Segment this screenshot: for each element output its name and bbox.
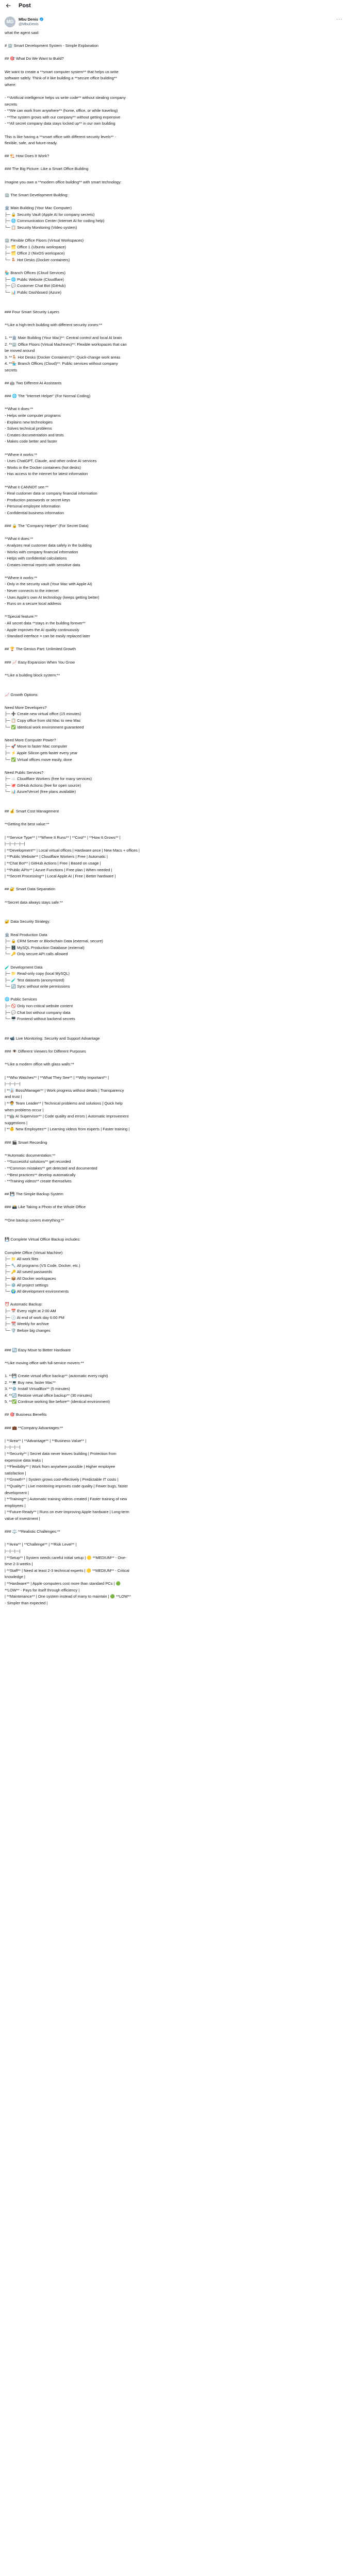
blank-line [5,802,343,809]
post-line: - **Successful solutions** get recorded [5,1159,71,1164]
post-line: | **Setup** | System needs careful initial setup | 🟡 **MEDIUM** - One- [5,1555,127,1560]
post-line: - **The system grows with our company** without getting expensive [5,114,121,120]
post-line: |---|---|---| [5,1548,21,1553]
post-line: |---|---|---| [5,1081,21,1087]
blank-line [5,640,343,647]
blank-line [5,1295,343,1302]
blank-line [5,958,343,964]
post-line: satisfaction | [5,1470,26,1476]
post-line: knowledge | [5,1574,25,1580]
post-line: 4. **🏪 Branch Offices (Cloud)**: Public services without company [5,361,118,366]
post-line: - Personal employee information [5,504,60,509]
post-line: **Getting the best value:** [5,822,49,827]
blank-line [5,906,343,912]
post-line: ### 👁️ Different Viewers for Different Purposes [5,1049,86,1054]
post-line: | **Public Website** | Cloudflare Workers | Free | Automatic | [5,854,108,859]
post-line: Need More Computer Power? [5,737,56,742]
post-line: ## 💰 Smart Cost Management [5,809,59,814]
post-line: - Analyzes real customer data safely in the building [5,543,92,548]
post-line: - Simpler than expected | [5,1600,48,1605]
blank-line [5,1224,343,1230]
blank-line [5,607,343,614]
post-line: | **Public APIs** | Azure Functions | Free plan | When needed | [5,867,112,872]
post-line: ├─ 📁 All work files [5,1257,39,1262]
post-line: - Runs on a secure local address [5,601,61,606]
post-line: **What it CANNOT see:** [5,484,48,489]
post-line: secrets [5,101,18,107]
post-line: ├─ 🔒 Security Vault (Apple AI for company secrets) [5,212,95,217]
post-line: | **Hardware** | Apple computers cost more than standard PCs | 🟢 [5,1581,121,1586]
top-bar [0,0,348,11]
post-line: 1. **🏛️ Main Building (Your Mac)**: Central control and local AI brain [5,335,122,340]
post-line: ### 🔄 Easy Move to Better Hardware [5,1347,71,1352]
blank-line [5,828,343,835]
post-line: |---|---|---|---| [5,841,25,846]
blank-line [5,1243,343,1250]
post-line: **Special feature:** [5,614,38,619]
blank-line [5,1405,343,1412]
post-line: └─ 📋 Security Monitoring (Video system) [5,225,77,230]
post-line: **One backup covers everything:** [5,1217,64,1223]
blank-line [5,37,343,43]
blank-line [5,1198,343,1205]
post-line: | **Area** | **Advantage** | **Business Value** | [5,1438,87,1443]
post-line: - Makes code better and faster [5,439,57,444]
blank-line [5,198,343,205]
blank-line [5,925,343,932]
post-line: time 2-3 weeks | [5,1562,33,1567]
post-line: ### 🔒 The "Company Helper" (For Secret Data) [5,523,89,529]
blank-line [5,698,343,705]
post-line: ├─ 🔧 All programs (VS Code, Docker, etc.) [5,1263,80,1268]
post-line: ### Four Smart Security Layers [5,309,59,314]
blank-line [5,88,343,95]
post-line: - **Training videos** create themselves [5,1179,72,1184]
post-line: ├─ 📋 Copy office from old Mac to new Mac [5,718,81,723]
post-line: └─ ✅ Virtual offices move easily, done [5,757,72,762]
post-line: | **Flexibility** | Work from anywhere possible | Higher employee [5,1464,115,1469]
post-line: | **Growth** | System grows cost-effectively | Predictable IT costs | [5,1477,119,1482]
post-line: 2. **💻 Buy new, faster Mac** [5,1380,56,1385]
post-line: 3. **⚙️ Install VirtualBox** (5 minutes) [5,1386,70,1392]
blank-line [5,731,343,737]
post-line: - Works in the Docker containers (hot desks) [5,465,81,470]
blank-line [5,173,343,179]
blank-line [5,1334,343,1341]
post-line: | **Security** | Secret data never leaves building | Protection from [5,1451,117,1456]
blank-line [5,990,343,997]
post-line: | **🧑‍💼 Team Leader** | Technical problems and solutions | Quick help [5,1100,123,1106]
post-line: | **Area** | **Challenge** | **Risk Level** | [5,1542,77,1547]
post-line: **Secret data always stays safe:** [5,900,63,905]
post-line: 🏢 Flexible Office Floors (Virtual Workspaces) [5,238,84,243]
post-line: - Apple improves the AI quality continuously [5,627,79,632]
post-line: - Creates internal reports with sensitive data [5,562,80,567]
blank-line [5,679,343,685]
post-line: **What it does:** [5,536,34,541]
post-line: **Where it works:** [5,452,38,457]
post-line: | **👶 New Employees** | Learning videos from experts | Faster training | [5,1127,130,1132]
post-line: and trust | [5,1094,22,1099]
post-line: ## 🔐 Smart Data Separation [5,887,56,892]
post-line: ## 🎯 What Do We Want to Build? [5,56,64,61]
blank-line [5,666,343,672]
post-line: - Creates documentation and tests [5,432,64,437]
blank-line [5,1042,343,1049]
post-line: ## 🏆 The Genius Part: Unlimited Growth [5,647,76,652]
blank-line [5,127,343,134]
author-display-name[interactable]: Mbu Denis [19,16,38,22]
post-line: when problems occur | [5,1107,44,1112]
post-line: ### 📸 Like Taking a Photo of the Whole Office [5,1205,86,1210]
post-line: Imagine you own a **modern office building** with smart technology: [5,179,122,184]
post-line: ├─ 🌐 Communication Center (Internet AI for coding help) [5,218,105,224]
post-line: | **🤖 AI Supervisor** | Code quality and errors | Automatic improvement [5,1114,129,1119]
arrow-left-icon[interactable] [5,2,12,9]
author-handle[interactable]: @MbuDenis [19,22,39,26]
post-line: expensive data leaks | [5,1458,43,1463]
post-line: | **Staff** | Need at least 2-3 technical experts | 🟡 **MEDIUM** - Critical [5,1568,129,1573]
blank-line [5,185,343,192]
post-line: 🏪 Branch Offices (Cloud Services) [5,270,65,275]
blank-line [5,568,343,575]
post-line: secrets [5,367,18,372]
post-line: ├─ 🗄️ MySQL Production Database (external) [5,945,85,950]
post-line: - Only in the security vault (Your Mac with Apple AI) [5,582,92,587]
post-line: | **Training** | Automatic training videos created | Faster training of new [5,1497,127,1502]
blank-line [5,1023,343,1029]
post-line: - Explains new technologies [5,419,53,425]
post-line: 🌐 Public Services [5,997,37,1002]
post-line: └─ 🔑 Only secure API calls allowed [5,952,68,957]
post-line: employees | [5,1503,26,1508]
post-line: We want to create a **smart computer system** that helps us write [5,69,119,74]
post-line: ├─ 🕕 At end of work day 6:00 PM [5,1315,64,1320]
post-line: | **Secret Processing** | Local Apple AI | Free | Better hardware | [5,874,116,879]
post-line: where: [5,82,16,87]
post-line: ├─ 📆 Weekly for archive [5,1321,49,1327]
post-line: 📈 Growth Options: [5,692,39,697]
more-dots-icon[interactable]: ··· [336,16,343,22]
post-line: - **We can work from anywhere** (home, office, or while traveling) [5,108,118,113]
post-line: | **Future-Ready** | Runs on ever-improving Apple hardware | Long-term [5,1510,129,1515]
post-line: └─ 📊 Public Dashboard (Azure) [5,290,62,295]
blank-line [5,1185,343,1192]
post-line: - **All secret company data stays locked up** in our own building [5,121,115,126]
post-line: ├─ 🗂️ Office 2 (NixOS workspace) [5,251,65,256]
post-line: | **Service Type** | **Where It Runs** | **Cost** | **How It Grows** | [5,835,121,840]
post-line: ├─ ⚡ Apple Silicon gets faster every year [5,750,78,755]
post-line: └─ 🖥️ Frontend without backend secrets [5,1016,75,1022]
blank-line [5,1133,343,1140]
post-line: | **Chat Bot** | GitHub Actions | Free | Based on usage | [5,861,101,866]
post-line: └─ 📊 Azure/Vercel (free plans available) [5,789,76,794]
blank-line [5,1146,343,1153]
post-line: 🔐 Data Security Strategy: [5,919,51,924]
post-line: 3. **🪑 Hot Desks (Docker Containers)**: Quick-change work areas [5,354,121,360]
post-line: - Uses ChatGPT, Claude, and other online AI services [5,459,97,464]
post-line: - **Artificial intelligence helps us write code** without stealing company [5,95,126,100]
blank-line [5,517,343,523]
post-line: ├─ 🔒 CRM Server or Blockchain Data (external, secure) [5,939,103,944]
blank-line [5,795,343,802]
post-line: - Never connects to the internet [5,588,59,594]
post-line: | **Who Watches** | **What They See** | **Why Important** | [5,1075,109,1080]
post-line: 🏛️ Main Building (Your Mac Computer) [5,206,72,211]
post-line: ### The Big Picture: Like a Smart Office Building [5,166,89,172]
post-line: **LOW** - Pays for itself through efficiency | [5,1587,80,1592]
verified-badge-icon [39,17,44,22]
post-line: ├─ ➕ Create new virtual office (15 minutes) [5,711,81,717]
post-line: ├─ 🧪 Test datasets (anonymized) [5,977,64,982]
post-line: software safely. Think of it like building a **secure office building** [5,76,117,81]
post-line: ├─ 💬 Chat bot without company data [5,1010,71,1015]
blank-line [5,1431,343,1438]
post-line: **Like a modern office with glass walls:** [5,1062,74,1067]
post-line: | **Quality** | Live monitoring improves code quality | Fewer bugs, faster [5,1484,128,1488]
post-line: ├─ 🐙 GitHub Actions (free for open source) [5,783,81,788]
blank-line [5,302,343,309]
post-line: **Automatic documentation:** [5,1153,56,1158]
blank-line [5,147,343,154]
post-line: 💾 Complete Virtual Office Backup includes: [5,1237,81,1242]
post-line: ├─ 🔑 All saved passwords [5,1269,53,1275]
blank-line [5,231,343,238]
blank-line [5,374,343,380]
post-line: ├─ 🚀 Move to faster Mac computer [5,744,68,749]
blank-line [5,315,343,322]
blank-line [5,815,343,822]
post-line: | **Maintenance** | One system instead of many to maintain | 🟢 **LOW** [5,1594,131,1599]
blank-line [5,1029,343,1036]
post-line: ├─ 📅 Every night at 2:00 AM [5,1308,56,1313]
post-line: ## 💾 The Simple Backup System [5,1192,63,1197]
post-line: **Like a building block system:** [5,672,60,677]
post-line: - Real customer data or company financial information [5,491,97,496]
post-line: | **👔 Boss/Manager** | Work progress without details | Transparency [5,1088,124,1093]
post-line: development | [5,1490,29,1495]
blank-line [5,880,343,887]
post-line: ├─ 💬 Customer Chat Bot (GitHub) [5,283,66,289]
post-line: ├─ 🗂️ Office 1 (Ubuntu workspace) [5,244,67,249]
post-line: | **Development** | Local virtual offices | Hardware once | New Macs + offices | [5,848,140,853]
post-line: ├─ 🚫 Only non-critical website content [5,1004,73,1009]
post-line: # 🏢 Smart Development System - Simple Explanation [5,43,98,48]
blank-line [5,296,343,302]
blank-line [5,1522,343,1529]
page-title: Post [19,2,31,9]
avatar[interactable]: MD [5,16,15,27]
post-line: |---|---|---| [5,1445,21,1450]
post-author [0,11,348,29]
blank-line [5,763,343,770]
post-line: ├─ ☁️ Cloudflare Workers (free for many services) [5,776,92,782]
blank-line [5,1353,343,1360]
post-line: └─ 🪑 Hot Desks (Docker containers) [5,257,70,262]
post-line: ### 🎬 Smart Recording [5,1140,47,1145]
post-line: value of investment | [5,1516,40,1521]
blank-line [5,445,343,452]
post-line: └─ ✅ Identical work environment guaranteed [5,724,84,730]
blank-line [5,653,343,659]
post-line: 5. **✅ Continue working like before** (identical environment) [5,1399,110,1404]
post-line: ├─ 🌐 Public Website (Cloudflare) [5,277,64,282]
post-line: This is like having a **smart office with different security levels** - [5,134,117,139]
post-line: ## 🤖 Two Different AI Assistants [5,381,62,386]
blank-line [5,893,343,900]
post-line: - Has access to the internet for latest information [5,471,88,477]
post-line: 1. **💾 Create virtual office backup** (automatic every night) [5,1373,108,1378]
blank-line [5,62,343,69]
post-line: **Like a high-tech building with different security zones:** [5,322,103,327]
post-line: ### 🌐 The "Internet Helper" (For Normal Coding) [5,394,91,399]
blank-line [5,912,343,919]
post-line: ├─ 📦 All Docker workspaces [5,1276,56,1281]
post-line: flexible, safe, and future-ready. [5,141,58,146]
post-line: Need Public Services? [5,770,44,775]
post-line: ## 📹 Live Monitoring: Security and Support Advantage [5,1036,100,1041]
blank-line [5,530,343,536]
post-line: └─ 🔄 Sync without write permissions [5,984,70,989]
author-name-row [19,17,44,22]
author-names [19,17,44,27]
post-line: - Helps with confidential calculations [5,556,67,561]
blank-line [5,1535,343,1542]
post-line: - **Best practices** develop automatically [5,1172,76,1177]
post-line: ### 📈 Easy Expansion When You Grow [5,659,75,665]
post-line: - Standard interface = can be easily replaced later [5,634,90,639]
post-line: - Works with company financial information [5,549,78,554]
post-line: 🧪 Development Data [5,964,43,970]
post-line: ### 💼 **Company Advantages:** [5,1425,63,1430]
blank-line [5,685,343,692]
blank-line [5,387,343,394]
blank-line [5,160,343,166]
blank-line [5,328,343,335]
blank-line [5,1366,343,1373]
blank-line [5,1211,343,1217]
post-line: 🏛️ Real Production Data [5,932,47,937]
post-line: what the agent said: [5,30,40,35]
blank-line [5,263,343,270]
post-line: **What it does:** [5,406,34,412]
post-line: - Solves technical problems [5,426,52,431]
blank-line [5,1068,343,1075]
post-line: 4. **🔄 Restore virtual office backup** (30 minutes) [5,1393,92,1398]
post-line: Complete Office (Virtual Machine) [5,1250,63,1255]
post-line: **Where it works:** [5,575,38,580]
post-line: - Uses Apple's own AI technology (keeps getting better) [5,595,100,600]
post-line: ### ⚖️ **Realistic Challenges:** [5,1529,60,1534]
post-line: ## 🏗️ How Does It Work? [5,154,49,159]
post-line: ## 🎯 Business Benefits [5,1412,47,1417]
post-line: **Like moving office with full-service movers:** [5,1360,84,1365]
post-line: be moved around [5,348,35,353]
post-line: - Helps write computer programs [5,413,61,418]
post-text [0,29,348,1606]
blank-line [5,400,343,406]
blank-line [5,1055,343,1062]
post-line: └─ 🌍 All development environments [5,1289,69,1294]
blank-line [5,1418,343,1425]
post-line: - All secret data **stays in the building forever** [5,621,86,626]
blank-line [5,478,343,484]
post-line: - Confidential business information [5,510,64,515]
blank-line [5,1341,343,1347]
post-line: ├─ ⚙️ All project settings [5,1282,48,1287]
blank-line [5,1230,343,1237]
post-line: suggestions | [5,1120,28,1125]
post-line: - Production passwords or secret keys [5,497,71,502]
post-line: 2. **🏢 Office Floors (Virtual Machines)**: Flexible workspaces that can [5,342,127,347]
post-line: Need More Developers? [5,705,47,710]
blank-line [5,49,343,56]
post-line: └─ 🛡️ Before big changes [5,1328,51,1333]
post-line: - **Common mistakes** get detected and documented [5,1165,97,1171]
post-line: 🏢 The Smart Development Building: [5,192,69,197]
post-line: ⏰ Automatic Backup: [5,1302,43,1307]
post-line: ├─ 📁 Read-only copy (local MySQL) [5,971,70,976]
